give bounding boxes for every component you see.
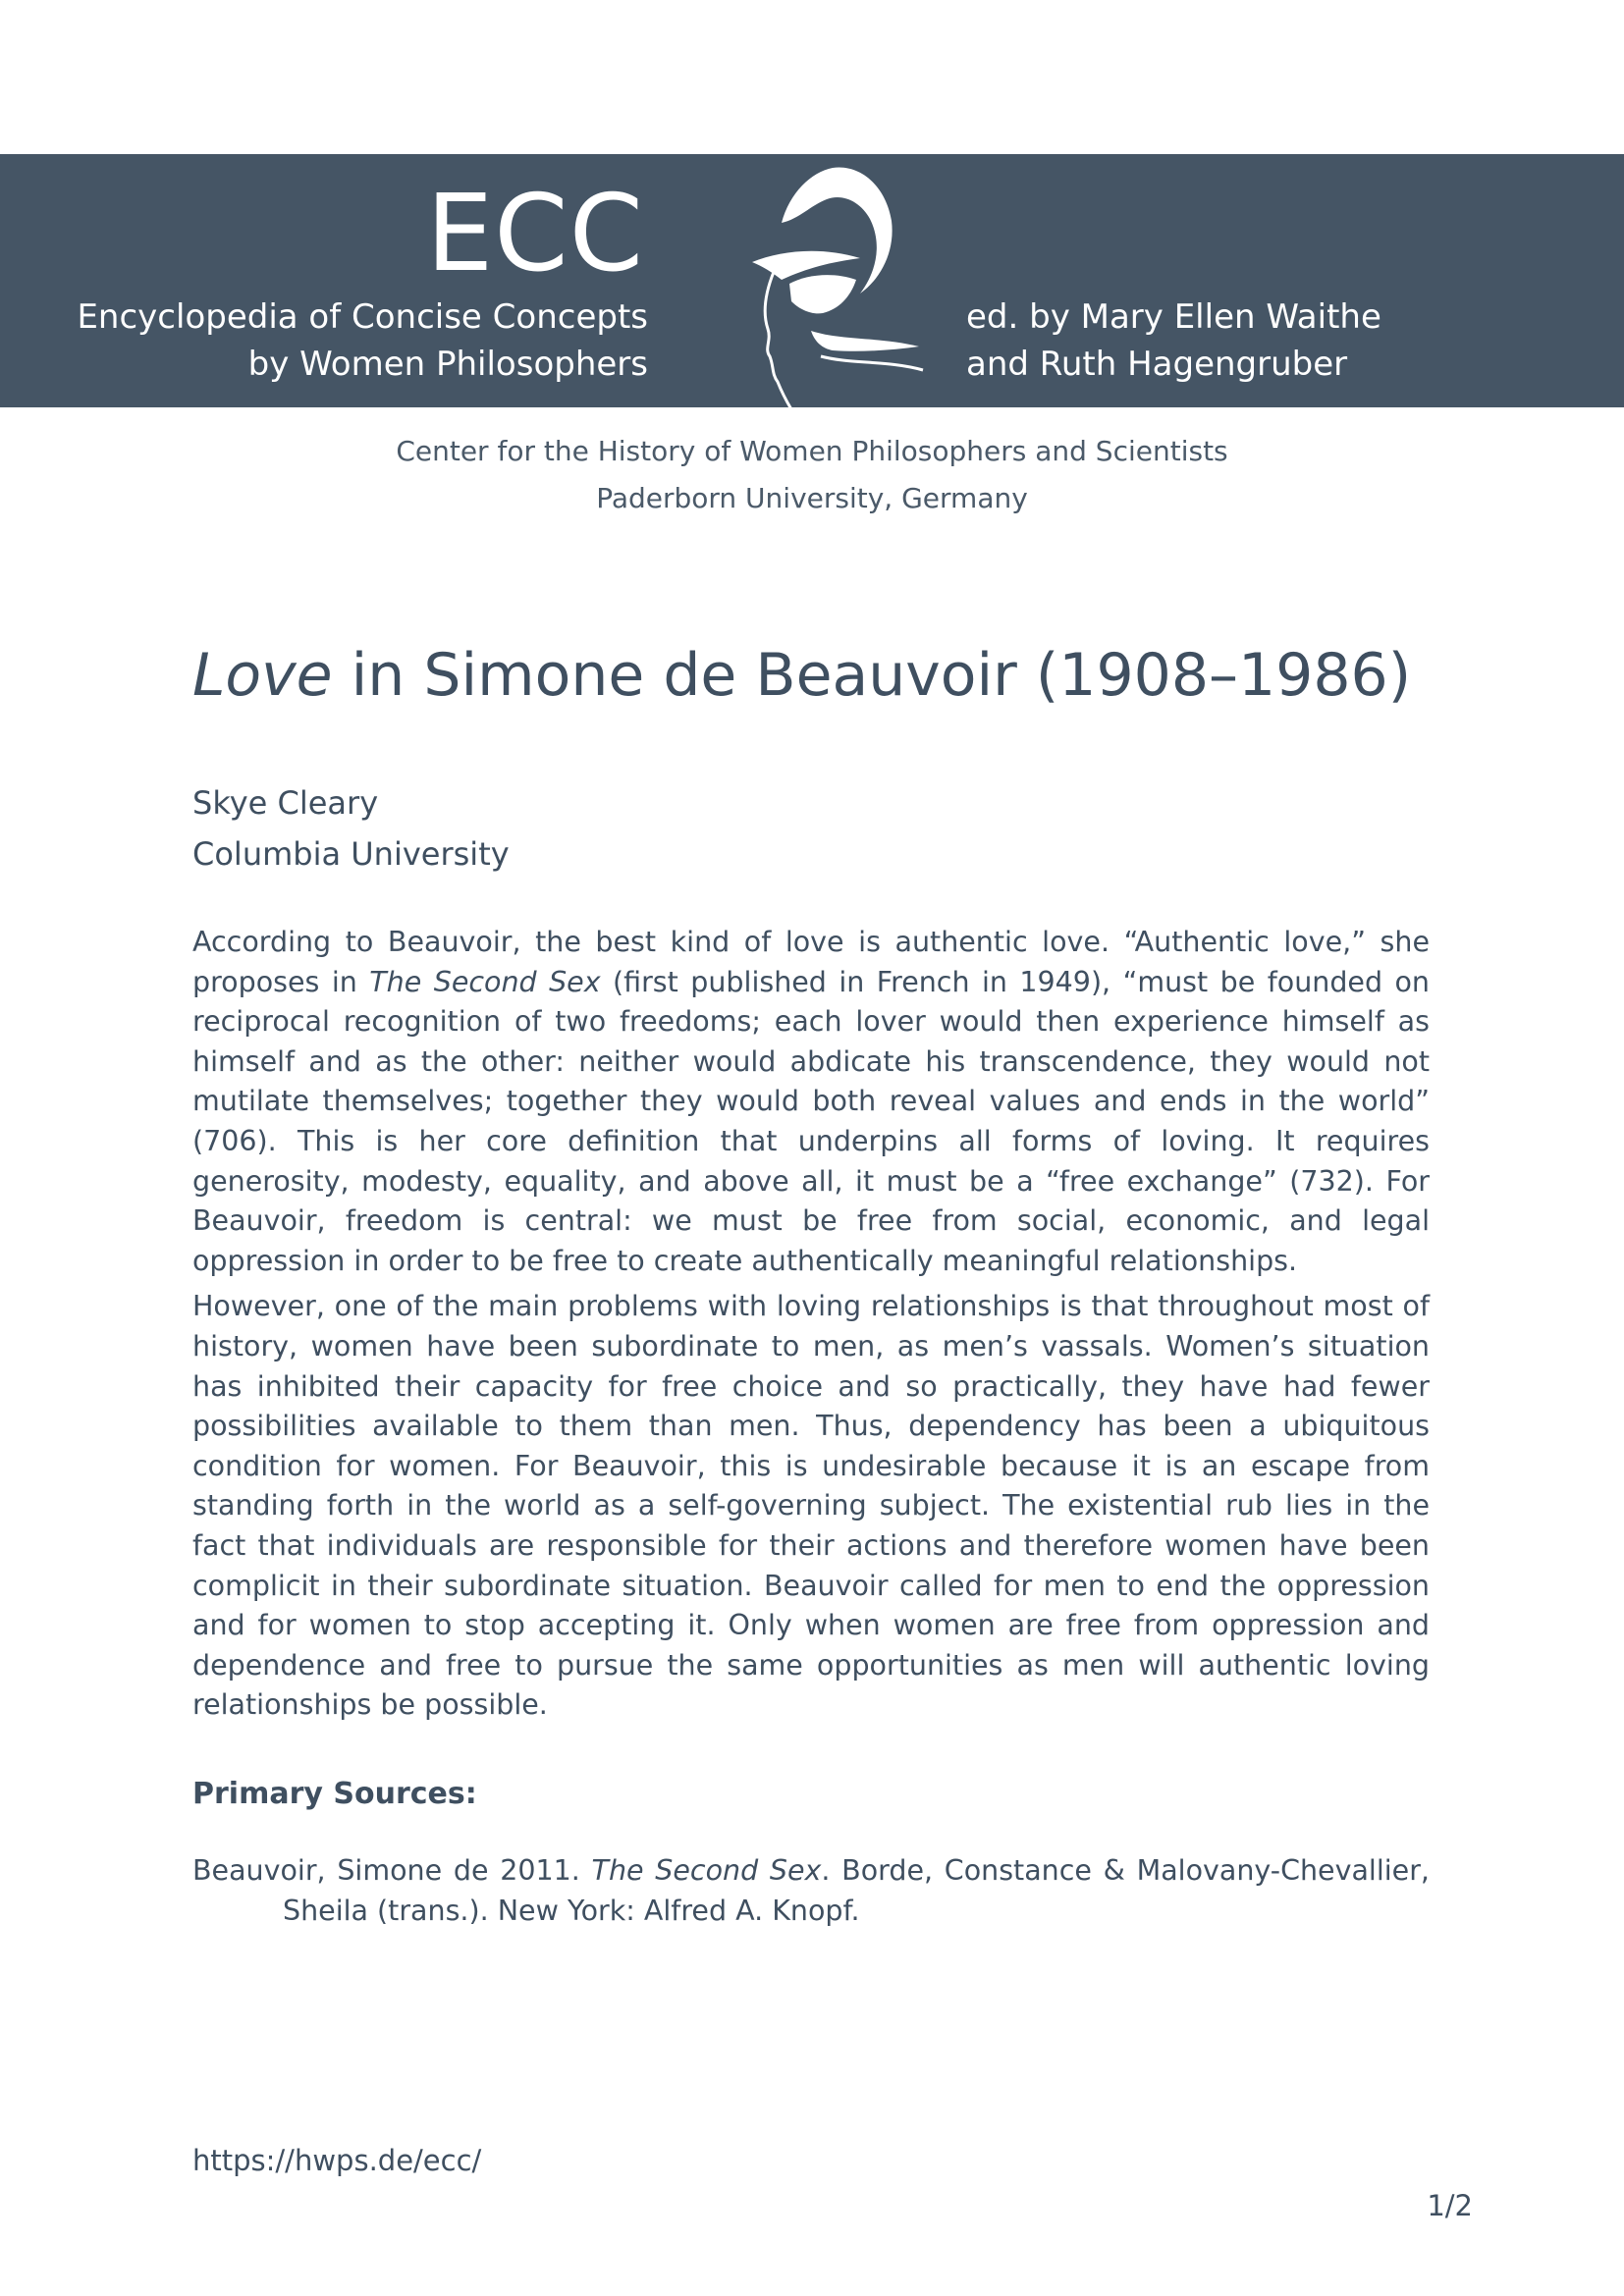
reference-part-b: . Borde, Constance & Malovany-Chevallier, Sheila (trans.). New York: Alfred A. Knopf. — [283, 1854, 1430, 1927]
article-title-italic: Love — [192, 641, 333, 710]
reference-part-a: Beauvoir, Simone de 2011. — [192, 1854, 592, 1887]
ecc-logo-text: ECC — [425, 173, 644, 295]
paragraph-1-part-b: (first published in French in 1949), “must be founded on reciprocal recognition of two freedoms; each lover would then experience himself as himself and as the other: neither would abdicate his transcendence, they would not mutilate themselves; together they would both reveal values and ends in the world” (706). This is her core definition that underpins all forms of loving. It requires generosity, modesty, equality, and above all, it must be a “free exchange” (732). For Beauvoir, freedom is central: we must be free from social, economic, and legal oppression in order to be free to create authentically meaningful relationships. — [192, 965, 1430, 1277]
editors — [966, 294, 1381, 388]
editors-line2: and Ruth Hagengruber — [966, 345, 1348, 384]
editors-line1: ed. by Mary Ellen Waithe — [966, 297, 1381, 337]
paragraph-1-part-a: According to Beauvoir, the best kind of love is authentic love. “Authentic love,” she proposes in — [192, 926, 1430, 998]
article-title — [192, 636, 1411, 715]
article-title-rest: in Simone de Beauvoir (1908–1986) — [332, 641, 1412, 710]
author-block — [192, 777, 510, 880]
athena-helmet-logo-icon — [713, 164, 929, 409]
primary-sources-heading: Primary Sources: — [192, 1777, 477, 1811]
institution-line2: Paderborn University, Germany — [596, 482, 1028, 514]
article-body — [192, 923, 1430, 1732]
author-affiliation: Columbia University — [192, 835, 510, 873]
author-name: Skye Cleary — [192, 784, 379, 822]
institution-line1: Center for the History of Women Philosophers and Scientists — [396, 435, 1228, 467]
series-title-line1: Encyclopedia of Concise Concepts — [77, 297, 648, 337]
paragraph-1 — [192, 923, 1430, 1281]
header-banner — [0, 154, 1624, 407]
series-title-line2: by Women Philosophers — [247, 345, 648, 384]
reference-entry — [192, 1851, 1430, 1931]
series-title — [77, 294, 648, 388]
paragraph-1-book-title: The Second Sex — [369, 965, 601, 998]
institution-block — [0, 428, 1624, 522]
page-number: 1/2 — [1427, 2189, 1473, 2222]
paragraph-2: However, one of the main problems with loving relationships is that throughout most of history, women have been subordinate to men, as men’s vassals. Women’s situation has inhibited their capacity for free choice and so practically, they have had fewer possibilities available to them than men. Thus, dependency has been a ubiquitous condition for women. For Beauvoir, this is undesirable because it is an escape from standing forth in the world as a self-governing subject. The existential rub lies in the fact that individuals are responsible for their actions and therefore women have been complicit in their subordinate situation. Beauvoir called for men to end the oppression and for women to stop accepting it. Only when women are free from oppression and dependence and free to pursue the same opportunities as men will authentic loving relationships be possible. — [192, 1290, 1430, 1722]
footer-url-link[interactable]: https://hwps.de/ecc/ — [192, 2144, 482, 2177]
reference-book-title: The Second Sex — [591, 1854, 822, 1887]
